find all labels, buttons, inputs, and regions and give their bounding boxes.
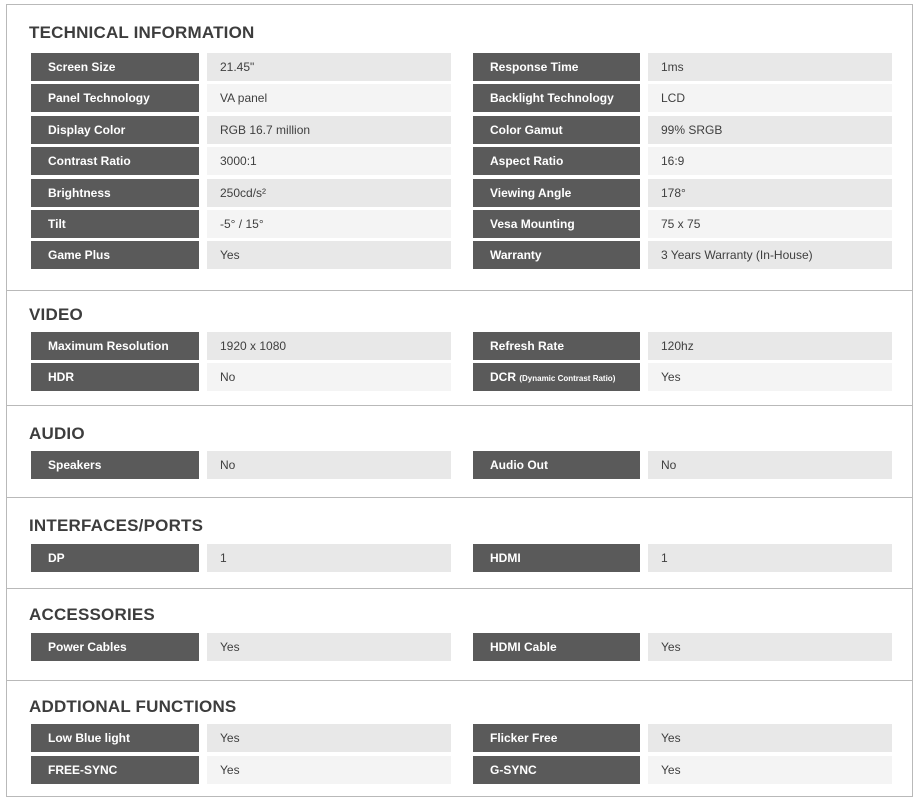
- section-title: INTERFACES/PORTS: [29, 516, 204, 535]
- spec-row: [7, 363, 912, 391]
- spec-row: [7, 633, 912, 661]
- spec-row: [7, 332, 912, 360]
- spec-value: LCD: [648, 84, 892, 112]
- spec-value: VA panel: [207, 84, 451, 112]
- spec-value: No: [648, 451, 892, 479]
- spec-row: [7, 724, 912, 752]
- spec-label: Backlight Technology: [473, 84, 640, 112]
- spec-label: Response Time: [473, 53, 640, 81]
- spec-value: 1920 x 1080: [207, 332, 451, 360]
- spec-label: Maximum Resolution: [31, 332, 199, 360]
- section-title: TECHNICAL INFORMATION: [29, 23, 255, 42]
- section-accessories: [7, 588, 912, 681]
- spec-label: Warranty: [473, 241, 640, 269]
- section-additional-functions: [7, 680, 912, 797]
- spec-label: [473, 363, 640, 391]
- spec-label: Refresh Rate: [473, 332, 640, 360]
- spec-row: [7, 210, 912, 238]
- spec-label: Contrast Ratio: [31, 147, 199, 175]
- spec-value: Yes: [207, 241, 451, 269]
- spec-value: Yes: [207, 756, 451, 784]
- section-technical-information: [7, 5, 912, 290]
- dcr-note: (Dynamic Contrast Ratio): [519, 374, 616, 383]
- spec-row: [7, 116, 912, 144]
- spec-row: [7, 756, 912, 784]
- spec-value: 21.45": [207, 53, 451, 81]
- spec-value: Yes: [648, 633, 892, 661]
- spec-label: DP: [31, 544, 199, 572]
- spec-label: Panel Technology: [31, 84, 199, 112]
- spec-sheet: [6, 4, 913, 797]
- spec-value: Yes: [207, 724, 451, 752]
- spec-label: HDR: [31, 363, 199, 391]
- spec-value: 250cd/s²: [207, 179, 451, 207]
- spec-value: 3 Years Warranty (In-House): [648, 241, 892, 269]
- spec-row: [7, 241, 912, 269]
- section-title: ACCESSORIES: [29, 605, 155, 624]
- spec-value: Yes: [648, 724, 892, 752]
- spec-row: [7, 53, 912, 81]
- spec-row: [7, 147, 912, 175]
- spec-value: No: [207, 363, 451, 391]
- spec-row: [7, 84, 912, 112]
- spec-label: HDMI Cable: [473, 633, 640, 661]
- spec-value: 1: [648, 544, 892, 572]
- spec-label: Display Color: [31, 116, 199, 144]
- spec-label: Low Blue light: [31, 724, 199, 752]
- spec-value: Yes: [207, 633, 451, 661]
- spec-row: [7, 544, 912, 572]
- section-title: VIDEO: [29, 305, 83, 324]
- spec-label: Speakers: [31, 451, 199, 479]
- spec-label: Viewing Angle: [473, 179, 640, 207]
- spec-value: 75 x 75: [648, 210, 892, 238]
- spec-label: Aspect Ratio: [473, 147, 640, 175]
- spec-value: No: [207, 451, 451, 479]
- section-audio: [7, 405, 912, 498]
- spec-label: Game Plus: [31, 241, 199, 269]
- spec-row: [7, 179, 912, 207]
- spec-label: Screen Size: [31, 53, 199, 81]
- spec-value: 120hz: [648, 332, 892, 360]
- section-title: ADDTIONAL FUNCTIONS: [29, 697, 237, 716]
- spec-value: 16:9: [648, 147, 892, 175]
- spec-value: -5° / 15°: [207, 210, 451, 238]
- spec-value: 178°: [648, 179, 892, 207]
- spec-value: 1: [207, 544, 451, 572]
- spec-label: FREE-SYNC: [31, 756, 199, 784]
- spec-row: [7, 451, 912, 479]
- spec-label: Vesa Mounting: [473, 210, 640, 238]
- spec-value: Yes: [648, 363, 892, 391]
- spec-label: Color Gamut: [473, 116, 640, 144]
- dcr-label: DCR: [490, 370, 516, 384]
- section-title: AUDIO: [29, 424, 85, 443]
- section-video: [7, 290, 912, 406]
- spec-value: 1ms: [648, 53, 892, 81]
- spec-label: Power Cables: [31, 633, 199, 661]
- spec-label: Brightness: [31, 179, 199, 207]
- spec-value: Yes: [648, 756, 892, 784]
- spec-label: Tilt: [31, 210, 199, 238]
- spec-value: 3000:1: [207, 147, 451, 175]
- section-interfaces-ports: [7, 497, 912, 589]
- spec-value: 99% SRGB: [648, 116, 892, 144]
- spec-label: HDMI: [473, 544, 640, 572]
- spec-label: G-SYNC: [473, 756, 640, 784]
- spec-value: RGB 16.7 million: [207, 116, 451, 144]
- spec-label: Flicker Free: [473, 724, 640, 752]
- spec-label: Audio Out: [473, 451, 640, 479]
